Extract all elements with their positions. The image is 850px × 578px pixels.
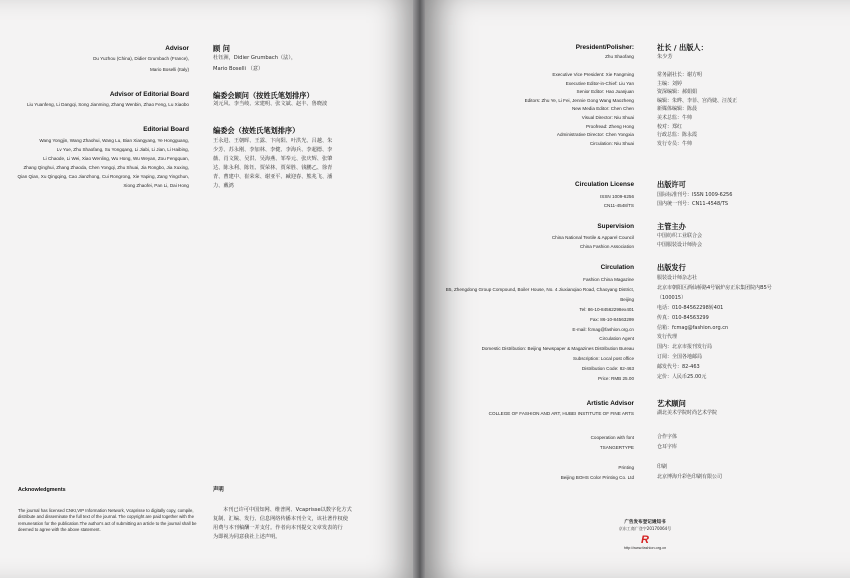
circulation-cn-2: 北京市朝阳区酒仙桥路4号锅炉房正东集团院内B5号 <box>657 284 772 291</box>
acknowledgments-heading-cn: 声明 <box>213 487 224 493</box>
board-row-en-2: Lv Yue, Zhu Shaofang, Su Yongqang, Li Jiabi, Li Jian, Li Haibing, <box>56 146 189 152</box>
circulation-cn-10: 邮发代号：82-463 <box>657 364 700 371</box>
staff-list-cn <box>657 71 737 148</box>
artistic-cn-1: 湖北美术学院时尚艺术学院 <box>657 410 718 416</box>
editorial-board-names-cn <box>213 137 332 190</box>
circulation-en-9: Subscription: Local post office <box>573 356 634 362</box>
advisor-row-cn-1: 杜钰洲，Didier Grumbach（法）， <box>213 55 297 61</box>
circulation-en-8: Domestic Distribution: Beijing Newspaper & Magazines Distribution Bureau <box>481 346 634 352</box>
font-en-2: TSANGERTYPE <box>599 445 634 450</box>
board-row-en-1: Wang Yongjin, Wang Zhaohui, Wang Lu, Bian Xiangyang, Ye Hongguang, <box>39 138 189 143</box>
license-cn-2: 国内统一刊号：CN11-4548/TS <box>657 201 729 207</box>
staff-cn-6: 美术总监：牛帅 <box>657 114 693 121</box>
staff-en-4: Editors: Zhu Ye, Li Fei, Jennie Gong Wang Maozheng <box>524 97 634 103</box>
supervision-rows-cn <box>657 232 702 250</box>
board-row-cn-3: 薇、肖文陵、吴洪、吴海燕、邹奉元、张庆辉、张肇 <box>213 155 333 162</box>
advisor-board-heading-cn: 编委会顾问（按姓氏笔划排序） <box>213 91 314 100</box>
license-rows-cn <box>657 191 732 209</box>
font-cn-2: 仓耳字库 <box>657 444 678 450</box>
ack-row-cn-3: 用费与本刊稿酬一并支付。作者向本刊提交文章发表的行 <box>213 525 343 531</box>
circulation-cn-6: 信箱：fcmag@fashion.org.cn <box>657 324 729 331</box>
staff-cn-8: 行政总监：陈永霞 <box>657 132 698 139</box>
supervision-cn-2: 中国服装设计师协会 <box>657 242 703 248</box>
staff-cn-3: 资深编辑：郝娟娟 <box>657 89 698 96</box>
staff-en-1: Executive Vice President: Xie Fangming <box>552 72 634 77</box>
advisor-names-cn <box>213 55 296 74</box>
board-row-cn-4: 达、陈永利、陈钰、贾荣林、贾荣胜、钱鹏乙、徐青 <box>213 164 333 171</box>
advisor-heading-en: Advisor <box>165 45 189 52</box>
circulation-en-3: Beijing <box>620 296 634 302</box>
ack-row-en-3: remuneration for the publication.The author's act of submitting an article to the journal shall be <box>18 520 197 526</box>
license-rows-en <box>464 192 634 210</box>
circulation-cn-9: 订阅：全国各地邮局 <box>657 354 703 361</box>
license-en-2: CN11-4548/TS <box>603 203 634 208</box>
license-heading-en: Circulation License <box>575 181 634 188</box>
circulation-cn-1: 服装设计师杂志社 <box>657 275 698 281</box>
supervision-en-1: China National Textile & Apparel Council <box>551 235 634 240</box>
president-name-cn: 朱少芳 <box>657 54 673 60</box>
circulation-en-2: B5, Zhengdong Group Compound, Boiler House, No. 4 Jiuxianqiao Road, Chaoyang District, <box>445 286 634 292</box>
staff-cn-1: 常务副社长：谢方明 <box>657 72 703 78</box>
printing-en-1: Printing <box>618 465 634 470</box>
printing-rows-cn <box>657 462 722 482</box>
ad-registration-title: 广告发布登记通知书 <box>624 520 666 525</box>
license-heading-cn: 出版许可 <box>657 180 686 189</box>
staff-en-8: Administrative Director: Chen Yongxia <box>556 132 634 138</box>
circulation-cn-5: 传真：010-84563299 <box>657 314 709 321</box>
ack-row-en-1: The journal has licensed CNKI,VIP Information Network, Vcaprisse to digitally copy, compile, <box>18 508 194 513</box>
advisor-board-names-cn <box>213 101 327 109</box>
circulation-cn-8: 国内：北京市报刊发行局 <box>657 344 713 351</box>
staff-cn-5: 新媒体编辑：陈晨 <box>657 106 698 113</box>
right-page <box>425 0 850 578</box>
board-row-en-3: Li Chaode, Li Wei, Xiao Wenling, Wu Hong, Wu Weyan, Zou Fengquan, <box>43 155 189 161</box>
ad-registration-number: 京东工商广登字20170064号 <box>618 526 672 531</box>
president-heading-en: President/Polisher: <box>575 44 634 51</box>
staff-cn-2: 主编：刘婷 <box>657 80 683 87</box>
editorial-board-heading-cn: 编委会（按姓氏笔划排序） <box>213 126 300 135</box>
artistic-rows-cn <box>657 409 717 418</box>
supervision-heading-cn: 主管主办 <box>657 222 686 231</box>
publisher-logo-icon: R <box>641 534 649 546</box>
artistic-rows-en <box>425 411 634 417</box>
circulation-en-4: Tel: 86-10-84562298ex401 <box>579 306 634 312</box>
circulation-en-5: Fax: 86-10-84563299 <box>590 316 634 322</box>
circulation-en-1: Fashion China Magazine <box>583 277 634 282</box>
artistic-heading-en: Artistic Advisor <box>586 400 634 407</box>
circulation-en-11: Price: RMB 25.00 <box>598 376 634 382</box>
circulation-en-7: Circulation Agent <box>599 336 634 342</box>
staff-en-3: Senior Editor: Hao Juanjuan <box>576 89 634 95</box>
circulation-heading-cn: 出版发行 <box>657 263 686 272</box>
ack-row-cn-2: 复制、汇编、发行、信息网络传播本刊全文，该社著作权使 <box>213 516 348 522</box>
circulation-cn-11: 定价：人民币25.00元 <box>657 374 707 381</box>
board-row-cn-5: 青、曹建中、崔荣荣、谢亚平、臧迎春、熊兆飞、潘 <box>213 173 333 180</box>
advisor-board-row-cn-1: 刘元风、李当岐、宋建明、张文斌、赵丰、鲁晓波 <box>213 101 328 107</box>
supervision-en-2: China Fashion Association <box>579 244 634 249</box>
staff-en-6: Visual Director: Niu Shuai <box>581 114 634 120</box>
printing-cn-2: 北京博海升彩色印刷有限公司 <box>657 474 723 480</box>
printing-en-2: Beijing BOHS Color Printing Co. Ltd <box>560 475 634 480</box>
license-cn-1: 国际标准刊号：ISSN 1009-6256 <box>657 192 733 198</box>
supervision-heading-en: Supervision <box>597 223 634 230</box>
staff-cn-9: 发行专员：牛帅 <box>657 140 693 147</box>
font-en-1: Cooperation with font <box>590 435 634 440</box>
circulation-rows-cn <box>657 274 772 383</box>
board-row-en-4: Zhang Qinghui, Zhang Zhaoda, Chen Yongqi, Zhu Shuai, Jia Rongbo, Jia Xuxing, <box>23 164 189 170</box>
font-rows-en <box>464 433 634 453</box>
circulation-cn-3: （100015） <box>657 294 687 301</box>
artistic-en-1: COLLEGE OF FASHION AND ART, HUBEI INSTITUTE OF FINE ARTS <box>488 411 634 416</box>
staff-cn-4: 编辑：朱晔、李菲、宫尚婕、汪茂正 <box>657 97 738 104</box>
ack-row-en-2: distribute and disseminate the full text of the journal. The copyright are paid together with the <box>18 514 194 520</box>
editorial-board-names-en <box>0 137 189 190</box>
president-heading-cn: 社长 / 出版人： <box>657 43 708 52</box>
advisor-heading-cn: 顾 问 <box>213 44 230 53</box>
staff-cn-7: 校对：郑红 <box>657 123 683 130</box>
font-cn-1: 合作字体 <box>657 434 678 440</box>
staff-en-2: Executive Editor-in-Chief: Liu Yan <box>565 80 634 86</box>
advisor-row-en-1: Du Yuzhou (China), Didier Grumbach (France), <box>93 56 189 61</box>
circulation-cn-4: 电话：010-84562298转401 <box>657 304 724 311</box>
staff-list-en <box>425 71 634 148</box>
supervision-cn-1: 中国纺织工业联合会 <box>657 233 703 239</box>
advisor-board-heading-en: Advisor of Editorial Board <box>109 91 189 98</box>
board-row-cn-2: 少芳、苏永刚、李加林、李健、李海兵、李超德、李 <box>213 146 333 153</box>
board-row-en-5: Qian Qian, Xu Qingqing, Cao Jianzhong, Cui Rongrong, Xie Yaping, Zang Yingchun, <box>17 173 189 179</box>
board-row-cn-6: 力、戴鸿 <box>213 182 234 189</box>
acknowledgments-text-en <box>18 508 197 533</box>
advisor-names-en <box>0 56 189 74</box>
advisor-row-en-2: Mario Boselli (Italy) <box>149 67 189 73</box>
circulation-rows-en <box>425 275 634 384</box>
publisher-url: http://www.fashion.org.cn <box>623 546 667 550</box>
staff-en-5: New Media Editor: Chen Chen <box>571 106 634 112</box>
editorial-board-heading-en: Editorial Board <box>143 126 189 133</box>
ad-registration-block <box>605 520 685 551</box>
circulation-en-6: E-mail: fcmag@fashion.org.cn <box>572 326 634 332</box>
font-rows-cn <box>657 432 677 452</box>
staff-en-7: Proofread: Zheng Hong <box>585 123 634 129</box>
license-en-1: ISSN 1009-6256 <box>600 194 634 199</box>
advisor-board-row-en-1: Liu Yuanfeng, Li Dangqi, Song Jianming, Zhang Wenbin, Zhao Feng, Lu Xiaobo <box>26 102 189 107</box>
president-name-en: Zhu Shaofang <box>605 54 634 59</box>
staff-en-9: Circulation: Niu Shuai <box>589 140 634 146</box>
ack-row-en-4: deemed to agree with the above statement. <box>18 526 101 532</box>
left-page <box>0 0 415 578</box>
advisor-board-names-en <box>0 102 189 108</box>
printing-rows-en <box>464 463 634 483</box>
printing-cn-1: 印刷 <box>657 464 668 470</box>
acknowledgments-heading-en: Acknowledgments <box>18 487 66 493</box>
supervision-rows-en <box>464 233 634 251</box>
board-row-en-6: Xiong Zhaofei, Pan Li, Dai Hong <box>123 182 189 188</box>
ack-row-cn-4: 为即视为同意我社上述声明。 <box>213 534 281 540</box>
circulation-en-10: Distribution Code: 82-463 <box>581 366 634 372</box>
acknowledgments-text-cn <box>213 506 352 542</box>
artistic-heading-cn: 艺术顾问 <box>657 399 686 408</box>
circulation-cn-7: 发行代理 <box>657 334 678 341</box>
ack-row-cn-1: 本刊已许可中国知网、维普网、Vcaprisse以数字化方式 <box>223 507 352 513</box>
board-row-cn-1: 王永进、王朝晖、王露、卞向阳、叶洪光、吕越、朱 <box>213 138 333 144</box>
circulation-heading-en: Circulation <box>600 264 634 271</box>
advisor-row-cn-2: Mario Boselli （意） <box>213 65 264 72</box>
